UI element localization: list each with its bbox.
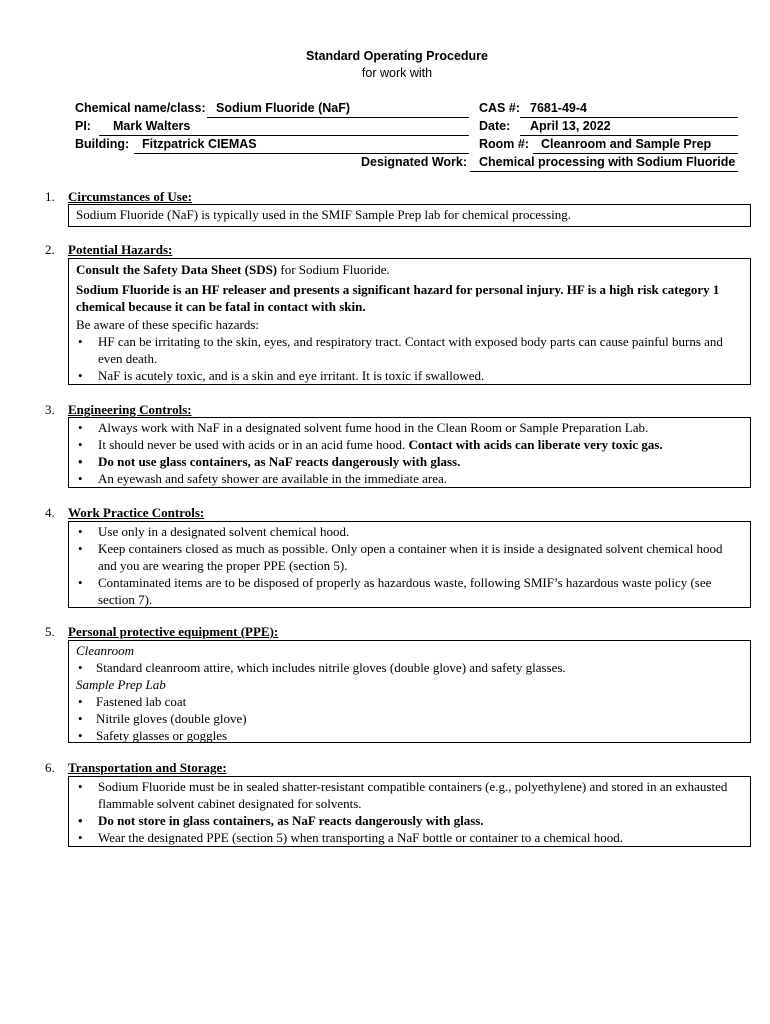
section-number: 3. (45, 402, 55, 417)
sds-rest: for Sodium Fluoride. (277, 262, 390, 277)
section-number: 2. (45, 242, 55, 257)
section-number: 1. (45, 189, 55, 204)
cas-underline (520, 117, 738, 118)
pi-label: PI: (75, 119, 91, 133)
list-item: • An eyewash and safety shower are available in the immediate area. (76, 470, 744, 487)
engineering-box (68, 417, 751, 488)
room-label: Room #: (479, 137, 529, 151)
cas-value: 7681-49-4 (530, 101, 587, 115)
ppe-cleanroom-heading: Cleanroom (76, 643, 135, 658)
section-title-circumstances: Circumstances of Use: (68, 189, 192, 204)
date-value: April 13, 2022 (530, 119, 611, 133)
sds-bold: Consult the Safety Data Sheet (SDS) (76, 262, 278, 277)
ppe-sample-prep-heading: Sample Prep Lab (76, 677, 166, 692)
designated-underline (470, 171, 738, 172)
section-number: 4. (45, 505, 55, 520)
building-value: Fitzpatrick CIEMAS (142, 137, 257, 151)
section-title-engineering: Engineering Controls: (68, 402, 192, 417)
engineering-list (76, 419, 744, 487)
list-item: • Fastened lab coat (76, 693, 744, 710)
pi-underline (99, 135, 469, 136)
list-item: • Sodium Fluoride must be in sealed shatter-resistant compatible containers (e.g., polyethylene) and stored in an exhausted flammable solvent cabinet designated for solvents. (76, 778, 744, 812)
chemical-value: Sodium Fluoride (NaF) (216, 101, 351, 115)
work-practice-box (68, 521, 751, 608)
circumstances-text: Sodium Fluoride (NaF) is typically used in the SMIF Sample Prep lab for chemical processing. (76, 207, 572, 222)
list-item: • Always work with NaF in a designated solvent fume hood in the Clean Room or Sample Preparation Lab. (76, 419, 744, 436)
aware-text: Be aware of these specific hazards: (76, 317, 259, 332)
list-item: • HF can be irritating to the skin, eyes, and respiratory tract. Contact with exposed body parts can cause painful burns and even death. (76, 333, 744, 367)
list-item: • Do not store in glass containers, as NaF reacts dangerously with glass. (76, 812, 744, 829)
work-practice-list (76, 523, 744, 608)
list-item: • NaF is acutely toxic, and is a skin and eye irritant. It is toxic if swallowed. (76, 367, 744, 384)
hf-warning: Sodium Fluoride is an HF releaser and presents a significant hazard for personal injury. HF is a high risk category 1 chemical because it can be fatal in contact with skin. (76, 282, 720, 314)
section-number: 5. (45, 624, 55, 639)
pi-value: Mark Walters (113, 119, 191, 133)
list-item (76, 436, 744, 453)
list-item: • Safety glasses or goggles (76, 727, 744, 744)
designated-work-value: Chemical processing with Sodium Fluoride (479, 155, 736, 169)
document-subtitle: for work with (361, 66, 433, 80)
list-item: • Wear the designated PPE (section 5) when transporting a NaF bottle or container to a chemical hood. (76, 829, 744, 846)
chemical-underline (207, 117, 469, 118)
list-item: • Standard cleanroom attire, which includes nitrile gloves (double glove) and safety glasses. (76, 659, 744, 676)
hazards-box (68, 258, 751, 385)
chemical-label: Chemical name/class: (75, 101, 206, 115)
document-title: Standard Operating Procedure (306, 49, 488, 63)
room-underline (533, 153, 738, 154)
designated-work-label: Designated Work: (361, 155, 468, 169)
circumstances-box (68, 204, 751, 227)
section-title-transport: Transportation and Storage: (68, 760, 227, 775)
list-item: • Do not use glass containers, as NaF reacts dangerously with glass. (76, 453, 744, 470)
section-number: 6. (45, 760, 55, 775)
ppe-box (68, 640, 751, 743)
list-item: • Keep containers closed as much as possible. Only open a container when it is inside a designated solvent chemical hood and you are wearing the proper PPE (section 5). (76, 540, 744, 574)
ppe-sample-prep-list (76, 693, 744, 744)
section-title-ppe: Personal protective equipment (PPE): (68, 624, 279, 639)
section-title-hazards: Potential Hazards: (68, 242, 173, 257)
list-item: • Contaminated items are to be disposed of properly as hazardous waste, following SMIF’s hazardous waste policy (see section 7). (76, 574, 744, 608)
hazards-list (76, 333, 744, 384)
acid-text: It should never be used with acids or in an acid fume hood. (98, 437, 409, 452)
ppe-cleanroom-list (76, 659, 744, 676)
date-underline (520, 135, 738, 136)
transport-list (76, 778, 744, 846)
sds-line (76, 261, 744, 278)
building-label: Building: (75, 137, 130, 151)
section-title-work-practice: Work Practice Controls: (68, 505, 205, 520)
transport-box (68, 776, 751, 847)
list-item: • Nitrile gloves (double glove) (76, 710, 744, 727)
building-underline (134, 153, 469, 154)
cas-label: CAS #: (479, 101, 520, 115)
date-label: Date: (479, 119, 511, 133)
acid-warning: Contact with acids can liberate very toxic gas. (408, 437, 663, 452)
room-value: Cleanroom and Sample Prep (541, 137, 712, 151)
list-item: • Use only in a designated solvent chemical hood. (76, 523, 744, 540)
